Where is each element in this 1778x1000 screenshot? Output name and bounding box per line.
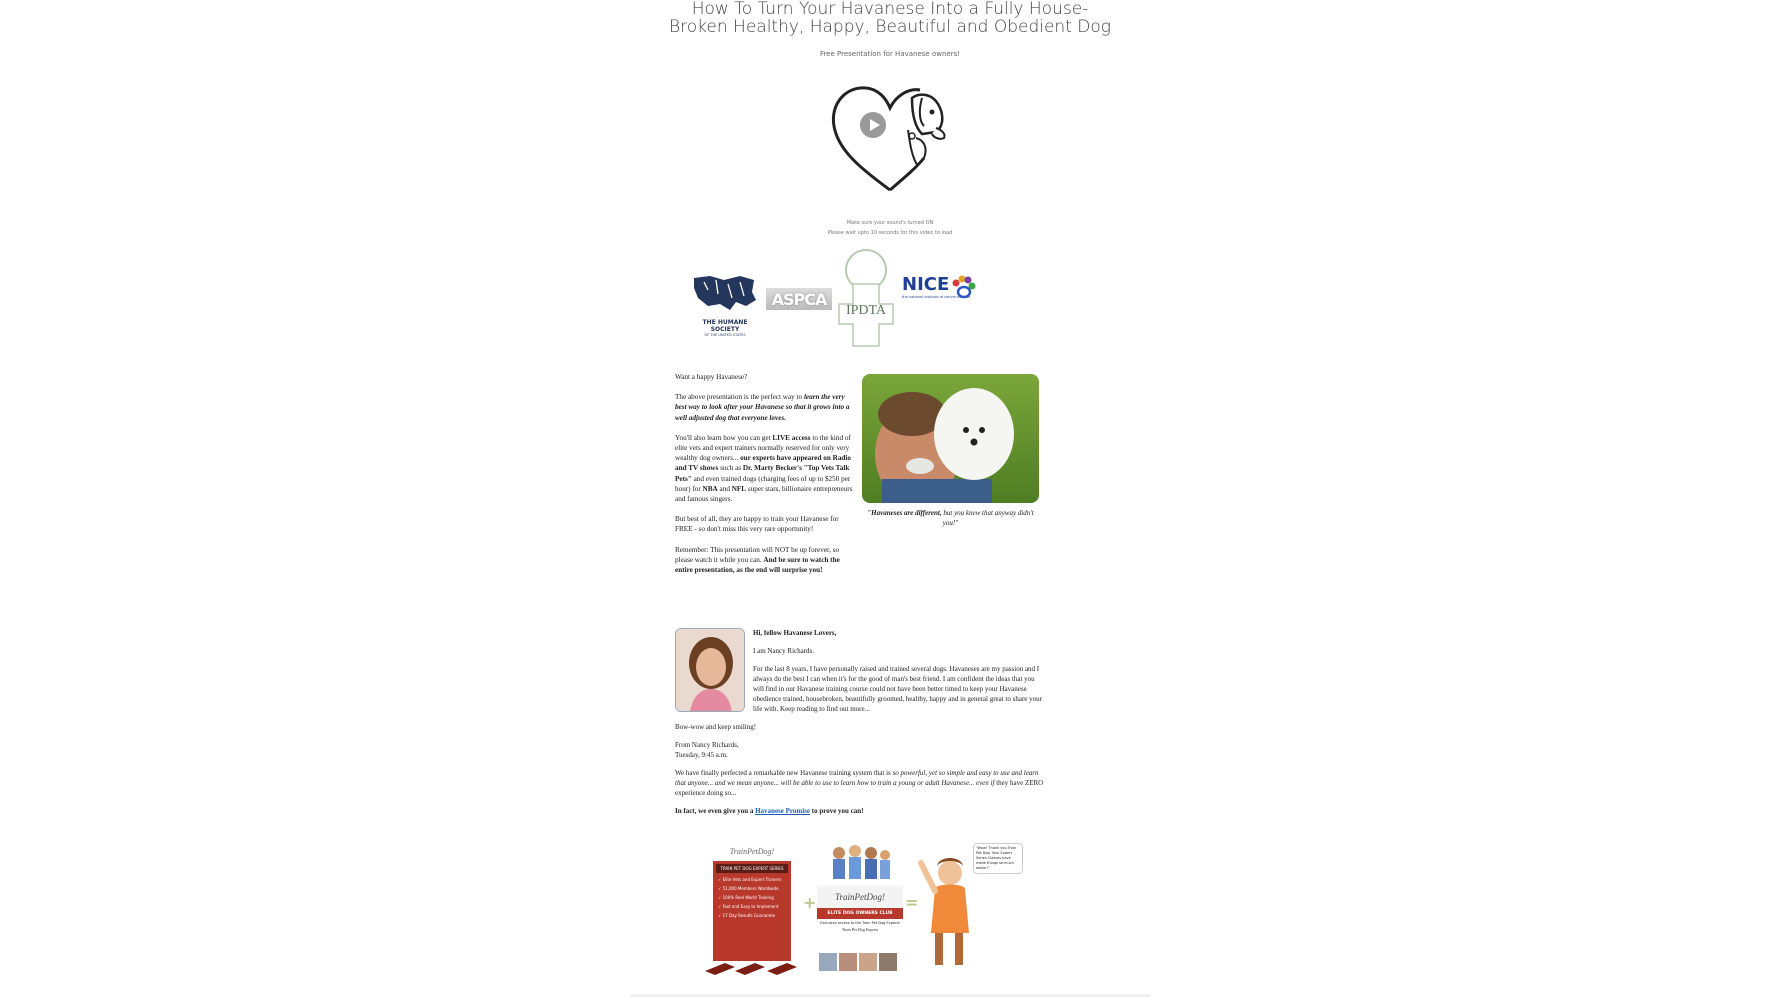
letter-greeting: Hi, fellow Havanese Lovers, <box>753 629 837 637</box>
video-player[interactable] <box>820 78 960 198</box>
photo-caption <box>862 508 1039 528</box>
text-bold: NFL <box>731 484 747 493</box>
text: to the kind of elite vets and expert trainers normally reserved for only very wealthy dog owners... <box>675 433 851 463</box>
plus-sign: + <box>803 893 817 912</box>
intro-p4 <box>675 545 853 576</box>
text: super stars, billionaire entrepreneurs and famous singers. <box>675 484 853 504</box>
elite-club-box <box>817 843 903 973</box>
book-brand: TrainPetDog! <box>729 847 775 856</box>
nancy-portrait-icon <box>676 629 745 712</box>
book-item: ✓ 100% Real World Training <box>718 895 774 900</box>
letter-body: For the last 8 years, I have personally raised and trained several dogs. Havaneses are my passion and I always do the best I can when it's for the good of man's best friend. I am confident the ideas that you will find in our Havanese training course could not have been better timed to keep your Havanese obedience trained, housebroken, beautifully groomed, healthy, happy and in general great to share your life with. Keep reading to find out more... <box>753 665 1042 713</box>
nice-sub: the national institute of canine experts <box>902 295 971 299</box>
endorsement-logos <box>690 248 1090 348</box>
product-bundle-graphic <box>705 843 1025 978</box>
equals-sign: = <box>905 893 919 912</box>
club-brand: TrainPetDog! <box>817 886 903 908</box>
book-cover <box>713 861 791 961</box>
humane-society-sub: OF THE UNITED STATES <box>704 333 746 337</box>
text: Remember: This presentation will NOT be up forever, so please watch it while you can. <box>675 545 840 564</box>
page-title <box>630 0 1150 36</box>
letter-promise <box>675 806 1045 816</box>
text: and even trained dogs (charging fees of up to $250 per hour) for <box>675 474 851 493</box>
intro-p1 <box>675 392 853 423</box>
humane-society-logo <box>690 272 760 337</box>
text: such as <box>718 464 743 473</box>
sound-notice <box>630 218 1150 238</box>
aspca-label: ASPCA <box>771 289 827 309</box>
book-item: ✓ Elite Vets and Expert Trainers <box>718 877 782 882</box>
havanese-promise-link[interactable]: Havanese Promise <box>755 807 810 815</box>
book-item: ✓ 17 Day Results Guarantee <box>718 913 776 918</box>
nice-logo <box>902 274 992 314</box>
book-item: ✓ 51,000 Members Worldwide <box>718 886 779 891</box>
from-time: Tuesday, 9:45 a.m. <box>675 751 728 759</box>
from-name: From Nancy Richards, <box>675 741 739 749</box>
sound-line-1: Make sure your sound's turned ON <box>846 220 934 226</box>
text: to prove you can! <box>810 807 864 815</box>
text-italic: so powerful, yet so simple and easy to use and learn that anyone... and we mean anyone... will be able to use to learn how to train a young or adult Havanese... even if <box>675 769 1039 787</box>
usa-map-icon <box>690 272 760 314</box>
paw-icon <box>950 274 976 300</box>
play-button[interactable] <box>860 112 886 138</box>
ipdta-label: IPDTA <box>845 303 887 318</box>
books-stack <box>705 961 801 975</box>
caption-bold: "Havaneses are different, <box>867 509 942 517</box>
page-subtitle: Free Presentation for Havanese owners! <box>819 50 961 58</box>
aspca-logo <box>766 288 832 310</box>
text: You'll also learn how you can get <box>675 433 773 442</box>
text: they have ZERO experience doing so... <box>675 779 1044 797</box>
nice-label: NICE <box>902 274 950 295</box>
play-icon <box>860 112 886 138</box>
text: and <box>717 484 732 493</box>
expert-series-book <box>713 847 791 967</box>
book-stack-icon <box>705 961 801 975</box>
speech-bubble: "Wow! Thank you Train Pet Dog. Your Expert Series Classes have made things so much easier!" <box>973 843 1023 874</box>
title-line-2: Broken Healthy, Happy, Beautiful and Obedient Dog <box>669 17 1111 37</box>
text-bold: Dr. Marty Becker's "Top Vets Talk Pets" <box>675 464 850 483</box>
intro-text <box>675 372 853 585</box>
text-bold: NBA <box>702 484 718 493</box>
caption-rest: but you knew that anyway didn't you!" <box>941 509 1034 527</box>
letter-bowwow: Bow-wow and keep smiling! <box>675 723 757 731</box>
ipdta-logo <box>835 248 897 348</box>
intro-p2 <box>675 433 853 504</box>
humane-society-label: THE HUMANE SOCIETY <box>702 319 748 333</box>
letter-iam: I am Nancy Richards. <box>753 647 815 655</box>
text-emph: learn the very best way to look after your Havanese so that it grows into a well adjusted dog that everyone loves. <box>675 393 850 422</box>
club-sub: Exclusive access to the Train Pet Dog Experts <box>820 921 900 925</box>
club-title: ELITE DOG OWNERS CLUB <box>817 908 903 919</box>
author-letter <box>675 628 1045 824</box>
man-with-havanese-photo <box>862 374 1039 503</box>
intro-question: Want a happy Havanese? <box>675 373 748 381</box>
text: The above presentation is the perfect way to <box>675 393 804 402</box>
text: We have finally perfected a remarkable new Havanese training system that is <box>675 769 893 777</box>
letter-from <box>675 740 1045 760</box>
text-bold: LIVE access <box>772 433 811 442</box>
photo-image <box>862 374 1039 503</box>
book-series: TRAIN PET DOG EXPERT SERIES <box>716 864 788 873</box>
sound-line-2: Please wait upto 10 seconds for this video to load <box>827 230 953 236</box>
intro-p3: But best of all, they are happy to train your Havanese for FREE - so don't miss this very rare opportunity! <box>675 515 839 534</box>
text-bold: And be sure to watch the entire presentation, as the end will surprise you! <box>675 555 840 575</box>
ipdta-emblem-icon <box>835 248 897 348</box>
letter-system <box>675 768 1045 798</box>
book-item: ✓ Fast and Easy to Implement <box>718 904 779 909</box>
club-experts: Train Pet Dog Experts <box>841 927 879 932</box>
title-line-1: How To Turn Your Havanese Into a Fully House- <box>691 0 1089 19</box>
book-items <box>716 877 788 918</box>
avatar <box>675 628 745 712</box>
expert-faces-icon <box>817 951 903 973</box>
heart-dog-illustration <box>820 78 960 198</box>
text: In fact, we even give you a <box>675 807 756 815</box>
page-bottom-divider <box>630 994 1150 997</box>
text-bold: our experts have appeared on Radio and TV shows <box>675 454 852 473</box>
club-members-icon <box>817 843 903 881</box>
landing-page <box>630 0 1150 1000</box>
